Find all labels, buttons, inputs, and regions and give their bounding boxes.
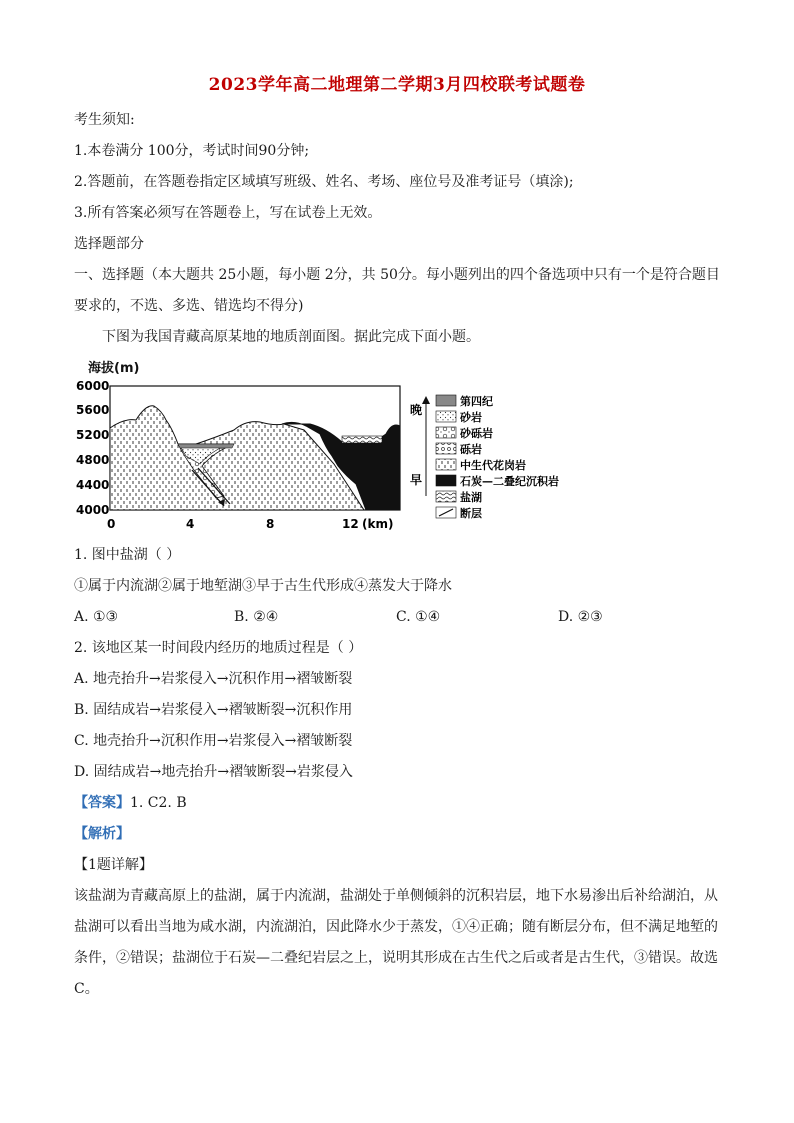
legend-label-sandstone: 砂岩 bbox=[460, 411, 482, 424]
analysis-label: 【解析】 bbox=[74, 826, 130, 842]
detail-heading: 【1题详解】 bbox=[74, 857, 153, 873]
legend bbox=[436, 394, 559, 520]
legend-swatch-quaternary bbox=[436, 395, 456, 406]
part-intro-line-1: 一、选择题（本大题共 25小题，每小题 2分，共 50分。每小题列出的四个备选项中只有一个是符合题目 bbox=[74, 267, 720, 283]
salt-lake bbox=[342, 436, 382, 443]
legend-swatch-sandy-conglomerate bbox=[436, 427, 456, 438]
page-title: 2023学年高二地理第二学期3月四校联考试题卷 bbox=[208, 75, 586, 95]
time-late-label: 晚 bbox=[410, 403, 423, 417]
granite-body bbox=[110, 406, 364, 510]
detail-line-2: 盐湖可以看出当地为咸水湖，内流湖泊，因此降水少于蒸发，①④正确；随有断层分布，但不满足地堑的 bbox=[74, 919, 718, 935]
detail-line-3: 条件，②错误；盐湖位于石炭—二叠纪岩层之上，说明其形成在古生代之后或者是古生代，③错误。故选 bbox=[74, 950, 718, 966]
legend-swatch-carboniferous-permian bbox=[436, 475, 456, 486]
detail-line-1: 该盐湖为青藏高原上的盐湖，属于内流湖，盐湖处于单侧倾斜的沉积岩层，地下水易渗出后补给湖泊，从 bbox=[74, 888, 718, 904]
notice-item-1: 1.本卷满分 100分，考试时间90分钟; bbox=[74, 143, 310, 159]
legend-label-conglomerate: 砾岩 bbox=[460, 443, 482, 456]
legend-label-sandy-conglomerate: 砂砾岩 bbox=[460, 427, 493, 440]
question-2-option-a[interactable]: A. 地壳抬升→岩浆侵入→沉积作用→褶皱断裂 bbox=[74, 671, 353, 687]
question-1-option-a[interactable]: A. ①③ bbox=[74, 609, 119, 625]
geologic-cross-section-figure bbox=[74, 356, 594, 536]
question-1-statements: ①属于内流湖②属于地堑湖③早于古生代形成④蒸发大于降水 bbox=[74, 578, 452, 594]
answer-text: 1. C2. B bbox=[130, 795, 187, 811]
y-tick-4400: 4400 bbox=[76, 478, 110, 492]
y-tick-4000: 4000 bbox=[76, 503, 110, 517]
question-1-stem: 1. 图中盐湖（ ） bbox=[74, 547, 181, 563]
notice-heading: 考生须知: bbox=[74, 112, 135, 128]
notice-item-3: 3.所有答案必须写在答题卷上，写在试卷上无效。 bbox=[74, 205, 382, 221]
detail-line-4: C。 bbox=[74, 981, 99, 997]
legend-label-fault: 断层 bbox=[460, 507, 482, 520]
y-tick-6000: 6000 bbox=[76, 379, 110, 393]
y-tick-4800: 4800 bbox=[76, 453, 110, 467]
legend-swatch-salt-lake bbox=[436, 491, 456, 502]
question-1-option-c[interactable]: C. ①④ bbox=[396, 609, 441, 625]
legend-swatch-sandstone bbox=[436, 411, 456, 422]
x-tick-8: 8 bbox=[266, 517, 275, 531]
question-1-option-b[interactable]: B. ②④ bbox=[234, 609, 279, 625]
legend-label-carboniferous-permian: 石炭—二叠纪沉积岩 bbox=[460, 475, 559, 488]
question-group-stem: 下图为我国青藏高原某地的地质剖面图。据此完成下面小题。 bbox=[102, 329, 480, 345]
legend-label-quaternary: 第四纪 bbox=[460, 395, 493, 408]
question-2-option-d[interactable]: D. 固结成岩→地壳抬升→褶皱断裂→岩浆侵入 bbox=[74, 764, 353, 780]
legend-swatch-granite bbox=[436, 459, 456, 470]
legend-label-salt-lake: 盐湖 bbox=[460, 491, 482, 504]
answer-row bbox=[74, 793, 187, 813]
part-intro-line-2: 要求的，不选、多选、错选均不得分) bbox=[74, 298, 304, 314]
question-2-stem: 2. 该地区某一时间段内经历的地质过程是（ ） bbox=[74, 640, 363, 656]
x-axis-unit: (km) bbox=[362, 517, 394, 531]
y-axis-label: 海拔(m) bbox=[88, 361, 140, 376]
analysis-row bbox=[74, 824, 130, 844]
quaternary-layer bbox=[178, 444, 234, 448]
notice-item-2: 2.答题前，在答题卷指定区域填写班级、姓名、考场、座位号及准考证号（填涂); bbox=[74, 174, 574, 190]
question-1-option-d[interactable]: D. ②③ bbox=[558, 609, 603, 625]
time-early-label: 早 bbox=[410, 473, 423, 487]
question-2-option-c[interactable]: C. 地壳抬升→沉积作用→岩浆侵入→褶皱断裂 bbox=[74, 733, 353, 749]
section-heading: 选择题部分 bbox=[74, 236, 144, 252]
question-2-option-b[interactable]: B. 固结成岩→岩浆侵入→褶皱断裂→沉积作用 bbox=[74, 702, 353, 718]
x-tick-0: 0 bbox=[107, 517, 116, 531]
time-arrow-head bbox=[422, 396, 430, 404]
legend-label-granite: 中生代花岗岩 bbox=[460, 459, 526, 472]
y-tick-5600: 5600 bbox=[76, 403, 110, 417]
answer-label: 【答案】 bbox=[74, 795, 130, 811]
legend-swatch-conglomerate bbox=[436, 443, 456, 454]
y-tick-5200: 5200 bbox=[76, 428, 110, 442]
x-tick-12: 12 bbox=[342, 517, 359, 531]
x-tick-4: 4 bbox=[186, 517, 195, 531]
